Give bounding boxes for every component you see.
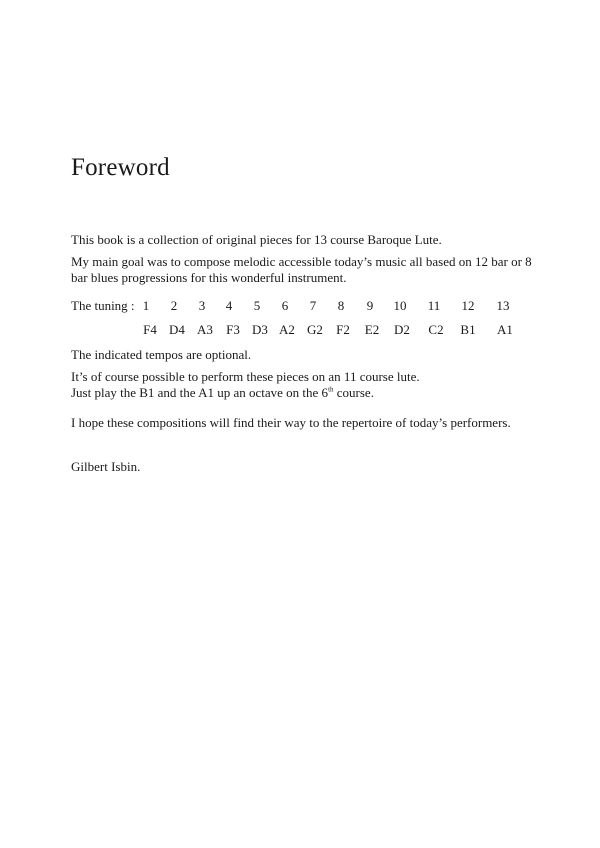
- course-number: 11: [427, 298, 441, 313]
- ordinal-suffix: th: [328, 385, 334, 394]
- course-number: 9: [366, 298, 374, 313]
- tempos-paragraph: The indicated tempos are optional.: [71, 347, 252, 362]
- page-title: Foreword: [71, 154, 170, 181]
- course-number: 2: [170, 298, 178, 313]
- course-number: 6: [281, 298, 289, 313]
- course-note: D4: [169, 322, 185, 337]
- course-number: 1: [142, 298, 150, 313]
- course-number: 5: [253, 298, 261, 313]
- eleven-course-line-2: Just play the B1 and the A1 up an octave on the 6th course.: [71, 385, 374, 400]
- course-number: 13: [496, 298, 510, 313]
- course-number: 4: [225, 298, 233, 313]
- eleven-course-line-1: It’s of course possible to perform these pieces on an 11 course lute.: [71, 369, 420, 384]
- intro-paragraph: This book is a collection of original pieces for 13 course Baroque Lute.: [71, 232, 442, 247]
- tuning-table: [71, 298, 541, 338]
- course-note: A1: [497, 322, 513, 337]
- course-note: D3: [252, 322, 268, 337]
- course-note: D2: [394, 322, 410, 337]
- course-note: E2: [364, 322, 380, 337]
- course-number: 12: [461, 298, 475, 313]
- signature: Gilbert Isbin.: [71, 459, 141, 474]
- course-note: A2: [279, 322, 295, 337]
- course-note: C2: [428, 322, 444, 337]
- course-number: 3: [198, 298, 206, 313]
- course-note: A3: [197, 322, 213, 337]
- goal-paragraph: My main goal was to compose melodic accessible today’s music all based on 12 bar or 8 bar blues progressions for this wonderful instrument.: [71, 254, 532, 285]
- course-note: F4: [143, 322, 157, 337]
- hope-paragraph: I hope these compositions will find their way to the repertoire of today’s performers.: [71, 415, 511, 430]
- course-note: F3: [226, 322, 240, 337]
- course-note: B1: [460, 322, 476, 337]
- course-number: 8: [337, 298, 345, 313]
- course-number: 7: [309, 298, 317, 313]
- eleven-course-paragraph: [71, 369, 541, 401]
- tuning-label: The tuning :: [71, 298, 135, 313]
- course-note: F2: [336, 322, 350, 337]
- course-number: 10: [393, 298, 407, 313]
- course-note: G2: [307, 322, 323, 337]
